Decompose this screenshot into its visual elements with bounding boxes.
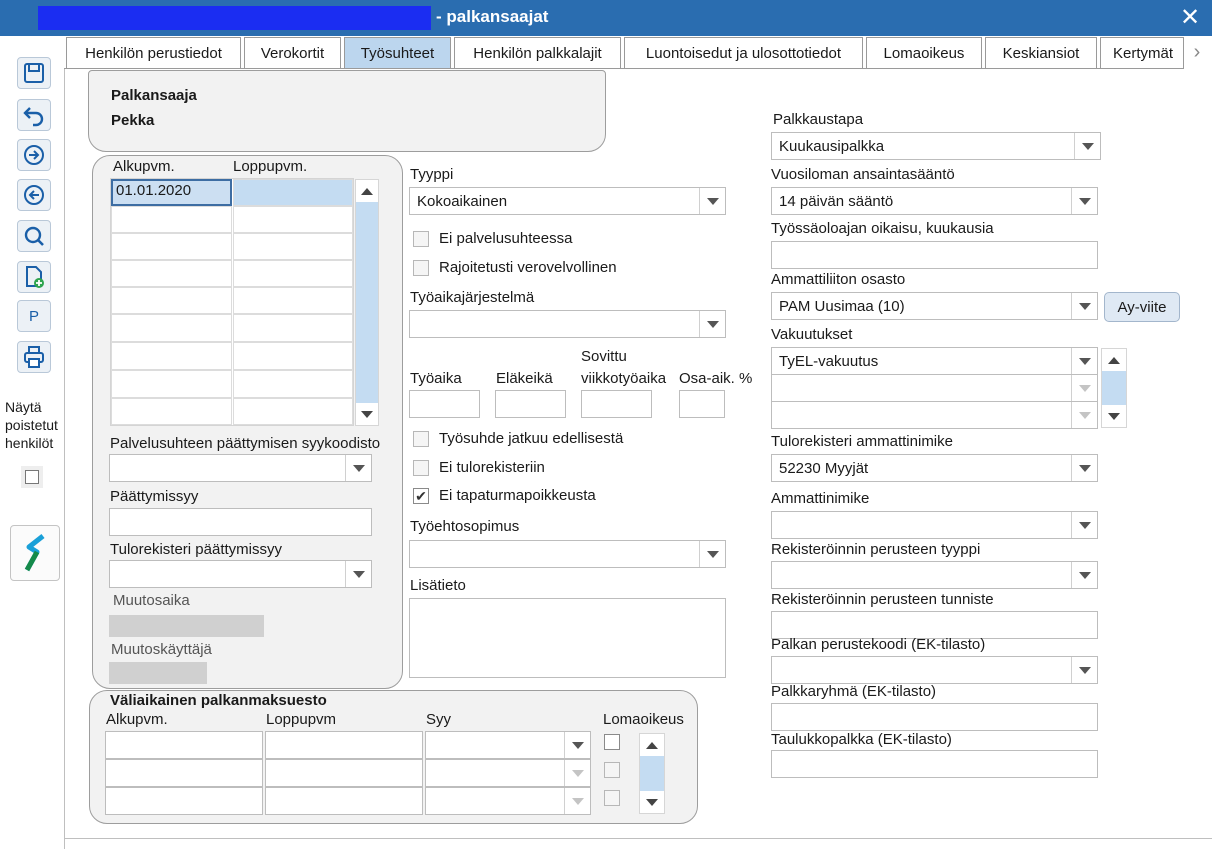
- temp-vacation-checkbox[interactable]: [604, 790, 620, 806]
- part-time-input[interactable]: [679, 390, 725, 418]
- title-redacted-block: [38, 6, 431, 30]
- scroll-up-icon[interactable]: [356, 180, 378, 202]
- end-date-cell[interactable]: [233, 179, 353, 206]
- union-branch-select[interactable]: PAM Uusimaa (10): [771, 292, 1098, 320]
- worktime-label: Työaika: [410, 370, 462, 387]
- collective-agreement-select[interactable]: [409, 540, 726, 568]
- pay-method-select[interactable]: Kuukausipalkka: [771, 132, 1101, 160]
- col-start-date: Alkupvm.: [113, 158, 175, 175]
- chevron-down-icon: [345, 455, 371, 481]
- forward-icon: [21, 142, 47, 168]
- temp-vacation-checkbox[interactable]: [604, 762, 620, 778]
- insurance-label: Vakuutukset: [771, 326, 853, 343]
- table-row[interactable]: [233, 314, 353, 342]
- changed-time-value: [109, 615, 264, 637]
- table-salary-input[interactable]: [771, 750, 1098, 778]
- forward-button[interactable]: [17, 139, 51, 171]
- retiree-correction-label: Työssäoloajan oikaisu, kuukausia: [771, 220, 994, 237]
- job-title-select[interactable]: [771, 511, 1098, 539]
- vacation-rule-label: Vuosiloman ansaintasääntö: [771, 166, 955, 183]
- termination-code-label: Palvelusuhteen päättymisen syykoodisto: [110, 435, 381, 452]
- no-accident-checkbox[interactable]: ✔ Ei tapaturmapoikkeusta: [413, 487, 596, 504]
- tab-keskiansiot[interactable]: Keskiansiot: [985, 37, 1097, 69]
- table-salary-label: Taulukkopalkka (EK-tilasto): [771, 731, 952, 748]
- base-code-label: Palkan perustekoodi (EK-tilasto): [771, 636, 986, 653]
- table-row[interactable]: [111, 233, 232, 260]
- tab-henkilon-perustiedot[interactable]: Henkilön perustiedot: [66, 37, 241, 69]
- main-panel-bottom-border: [64, 838, 1212, 839]
- table-row[interactable]: [111, 287, 232, 314]
- table-row[interactable]: [233, 287, 353, 314]
- insurance-select-3[interactable]: [771, 401, 1098, 429]
- table-row[interactable]: [233, 342, 353, 370]
- vacation-rule-select[interactable]: 14 päivän sääntö: [771, 187, 1098, 215]
- p-button[interactable]: P: [17, 300, 51, 332]
- union-branch-label: Ammattiliiton osasto: [771, 271, 906, 288]
- agreed-weekly-label-line1: Sovittu: [581, 348, 627, 365]
- scroll-down-icon[interactable]: [1102, 405, 1126, 427]
- scroll-up-icon[interactable]: [640, 734, 664, 756]
- print-button[interactable]: [17, 341, 51, 373]
- retirement-age-label: Eläkeikä: [496, 370, 553, 387]
- job-title-label: Ammattinimike: [771, 490, 870, 507]
- employment-scrollbar[interactable]: [355, 179, 379, 426]
- chevron-down-icon: [564, 788, 590, 814]
- ay-viite-button[interactable]: Ay-viite: [1104, 292, 1180, 322]
- chevron-down-icon: [1071, 402, 1097, 428]
- table-row[interactable]: [233, 206, 353, 233]
- temp-col-end: Loppupvm: [266, 711, 337, 728]
- temp-col-reason: Syy: [426, 711, 452, 728]
- pay-method-label: Palkkaustapa: [773, 111, 864, 128]
- app-logo-icon: [21, 533, 49, 573]
- income-register-title-select[interactable]: 52230 Myyjät: [771, 454, 1098, 482]
- undo-icon: [21, 102, 47, 128]
- pay-group-label: Palkkaryhmä (EK-tilasto): [771, 683, 937, 700]
- temp-payer-heading: Väliaikainen palkanmaksuesto: [110, 692, 327, 709]
- continues-checkbox[interactable]: Työsuhde jatkuu edellisestä: [413, 430, 623, 447]
- retiree-correction-input[interactable]: [771, 241, 1098, 269]
- registration-type-select[interactable]: [771, 561, 1098, 589]
- chevron-down-icon: [1071, 375, 1097, 401]
- changed-user-value: [109, 662, 207, 684]
- pay-group-input[interactable]: [771, 703, 1098, 731]
- income-register-reason-label: Tulorekisteri päättymissyy: [110, 541, 282, 558]
- no-service-checkbox[interactable]: Ei palvelusuhteessa: [413, 230, 572, 247]
- registration-type-label: Rekisteröinnin perusteen tyyppi: [771, 541, 981, 558]
- chevron-down-icon: [1071, 348, 1097, 374]
- temp-reason-select[interactable]: [425, 731, 591, 759]
- employee-panel: [88, 70, 606, 152]
- table-row[interactable]: [111, 398, 232, 425]
- base-code-select[interactable]: [771, 656, 1098, 684]
- tab-henkilon-palkkalajit[interactable]: Henkilön palkkalajit: [454, 37, 621, 69]
- changed-time-label: Muutosaika: [113, 592, 190, 609]
- temp-start-input[interactable]: [105, 731, 263, 759]
- temp-start-input[interactable]: [105, 787, 263, 815]
- tab-scroll-right-icon[interactable]: ›: [1193, 41, 1201, 63]
- col-end-date: Loppupvm.: [233, 158, 308, 175]
- print-icon: [21, 344, 47, 370]
- type-label: Tyyppi: [410, 166, 454, 183]
- temp-reason-select[interactable]: [425, 759, 591, 787]
- tab-lomaoikeus[interactable]: Lomaoikeus: [866, 37, 982, 69]
- changed-user-label: Muutoskäyttäjä: [111, 641, 212, 658]
- back-button[interactable]: [17, 179, 51, 211]
- search-button[interactable]: [17, 220, 51, 252]
- table-row[interactable]: [111, 206, 232, 233]
- chevron-down-icon: [1071, 512, 1097, 538]
- chevron-down-icon: [1071, 657, 1097, 683]
- table-row[interactable]: [111, 260, 232, 287]
- termination-reason-label: Päättymissyy: [110, 488, 199, 505]
- additional-info-label: Lisätieto: [410, 577, 466, 594]
- scroll-down-icon[interactable]: [640, 791, 664, 813]
- temp-vacation-checkbox[interactable]: [604, 734, 620, 750]
- table-row[interactable]: [111, 370, 232, 398]
- save-button[interactable]: [17, 57, 51, 89]
- table-row[interactable]: [233, 370, 353, 398]
- no-income-register-checkbox[interactable]: Ei tulorekisteriin: [413, 459, 545, 476]
- scroll-up-icon[interactable]: [1102, 349, 1126, 371]
- checkmark-icon: ✔: [413, 488, 429, 504]
- chevron-down-icon: [564, 760, 590, 786]
- scroll-down-icon[interactable]: [356, 403, 378, 425]
- registration-id-input[interactable]: [771, 611, 1098, 639]
- table-row[interactable]: [111, 342, 232, 370]
- table-row[interactable]: [233, 398, 353, 425]
- temp-end-input[interactable]: [265, 787, 423, 815]
- table-row[interactable]: [233, 260, 353, 287]
- collective-agreement-label: Työehtosopimus: [410, 518, 520, 535]
- tab-luontoisedut[interactable]: Luontoisedut ja ulosottotiedot: [624, 37, 863, 69]
- save-icon: [21, 60, 47, 86]
- close-button[interactable]: ✕: [1179, 4, 1201, 31]
- retirement-age-input[interactable]: [495, 390, 566, 418]
- registration-id-label: Rekisteröinnin perusteen tunniste: [771, 591, 994, 608]
- show-deleted-checkbox[interactable]: [21, 466, 43, 488]
- insurance-select[interactable]: TyEL-vakuutus: [771, 347, 1098, 375]
- tab-kertymat[interactable]: Kertymät: [1100, 37, 1184, 69]
- start-date-cell[interactable]: 01.01.2020: [111, 179, 232, 206]
- back-icon: [21, 182, 47, 208]
- show-deleted-label: Näytä poistetut henkilöt: [5, 399, 58, 451]
- main-panel-border: [64, 69, 65, 849]
- temp-end-input[interactable]: [265, 731, 423, 759]
- search-icon: [21, 223, 47, 249]
- chevron-down-icon: [564, 732, 590, 758]
- temp-start-input[interactable]: [105, 759, 263, 787]
- window-title: - palkansaajat: [436, 7, 549, 26]
- employee-heading: Palkansaaja: [111, 87, 197, 104]
- temp-reason-select[interactable]: [425, 787, 591, 815]
- worktime-input[interactable]: [409, 390, 480, 418]
- income-register-title-label: Tulorekisteri ammattinimike: [771, 433, 953, 450]
- chevron-down-icon: [1071, 293, 1097, 319]
- temp-payer-scrollbar[interactable]: [639, 733, 665, 814]
- undo-button[interactable]: [17, 99, 51, 131]
- chevron-down-icon: [699, 188, 725, 214]
- worktime-system-select[interactable]: [409, 310, 726, 338]
- chevron-down-icon: [345, 561, 371, 587]
- tab-strip-line: [64, 68, 1184, 69]
- chevron-down-icon: [699, 311, 725, 337]
- temp-col-start: Alkupvm.: [106, 711, 168, 728]
- table-row[interactable]: [111, 314, 232, 342]
- chevron-down-icon: [1071, 455, 1097, 481]
- app-logo-button[interactable]: [10, 525, 60, 581]
- chevron-down-icon: [1071, 188, 1097, 214]
- insurance-scrollbar[interactable]: [1101, 348, 1127, 428]
- new-document-icon: [21, 264, 47, 290]
- chevron-down-icon: [1074, 133, 1100, 159]
- chevron-down-icon: [1071, 562, 1097, 588]
- income-register-reason-select[interactable]: [109, 560, 372, 588]
- insurance-select-2[interactable]: [771, 374, 1098, 402]
- employee-name: Pekka: [111, 112, 155, 129]
- temp-col-vacation: Lomaoikeus: [603, 711, 684, 728]
- agreed-weekly-input[interactable]: [581, 390, 652, 418]
- agreed-weekly-label-line2: viikkotyöaika: [581, 370, 667, 387]
- additional-info-textarea[interactable]: [409, 598, 726, 678]
- worktime-system-label: Työaikajärjestelmä: [410, 289, 535, 306]
- chevron-down-icon: [699, 541, 725, 567]
- termination-code-select[interactable]: [109, 454, 372, 482]
- table-row[interactable]: [233, 233, 353, 260]
- tab-tyosuhteet[interactable]: Työsuhteet: [344, 37, 451, 69]
- part-time-label: Osa-aik. %: [679, 370, 753, 387]
- tab-verokortit[interactable]: Verokortit: [244, 37, 341, 69]
- type-select[interactable]: Kokoaikainen: [409, 187, 726, 215]
- new-document-button[interactable]: [17, 261, 51, 293]
- limited-tax-checkbox[interactable]: Rajoitetusti verovelvollinen: [413, 259, 617, 276]
- temp-end-input[interactable]: [265, 759, 423, 787]
- termination-reason-input[interactable]: [109, 508, 372, 536]
